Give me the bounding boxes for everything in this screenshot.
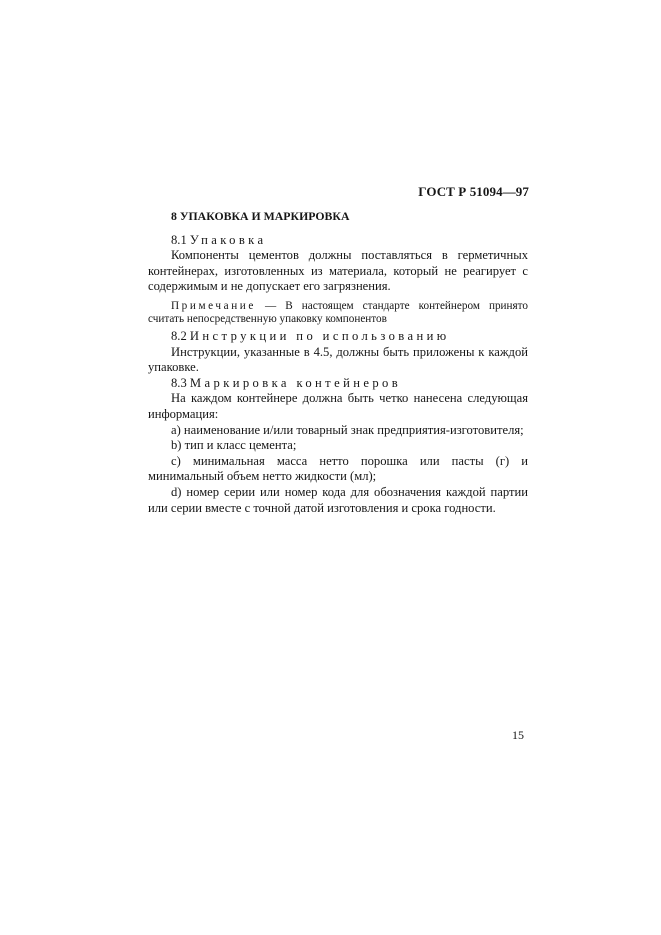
subsection-number: 8.1 [171, 232, 187, 247]
subsection-8-3-intro: На каждом контейнере должна быть четко нанесена следующая информация: [148, 391, 528, 421]
note-text: — В настоящем стандарте контейнером принято считать непосредственную упаковку компонентов [148, 299, 528, 326]
subsection-8-2-paragraph: Инструкции, указанные в 4.5, должны быть приложены к каждой упаковке. [148, 344, 528, 375]
subsection-title: Упаковка [189, 232, 267, 247]
subsection-number: 8.3 [171, 375, 187, 390]
subsection-title: Инструкции по использованию [189, 328, 450, 343]
document-body [148, 209, 528, 516]
subsection-8-3-heading [171, 376, 528, 392]
section-title: 8 УПАКОВКА И МАРКИРОВКА [171, 209, 350, 223]
note [148, 300, 528, 327]
list-item: d) номер серии или номер кода для обозначения каждой партии или серии вместе с точной датой изготовления и срока годности. [148, 484, 528, 515]
standard-code-header: ГОСТ Р 51094—97 [418, 184, 529, 199]
subsection-title: Маркировка контейнеров [189, 375, 402, 390]
subsection-8-1-heading [171, 233, 528, 249]
subsection-number: 8.2 [171, 328, 187, 343]
list-item: c) минимальная масса нетто порошка или пасты (г) и минимальный объем нетто жидкости (мл); [148, 453, 528, 484]
note-label: Примечание [171, 299, 256, 312]
list-item: a) наименование и/или товарный знак предприятия-изготовителя; [171, 422, 524, 437]
subsection-8-1-paragraph: Компоненты цементов должны поставляться в герметичных контейнерах, изготовленных из материала, который не реагирует с содержимым и не допускает его загрязнения. [148, 248, 528, 294]
subsection-8-2-heading [171, 329, 528, 345]
list-item: b) тип и класс цемента; [171, 438, 297, 453]
page-number: 15 [512, 728, 524, 742]
